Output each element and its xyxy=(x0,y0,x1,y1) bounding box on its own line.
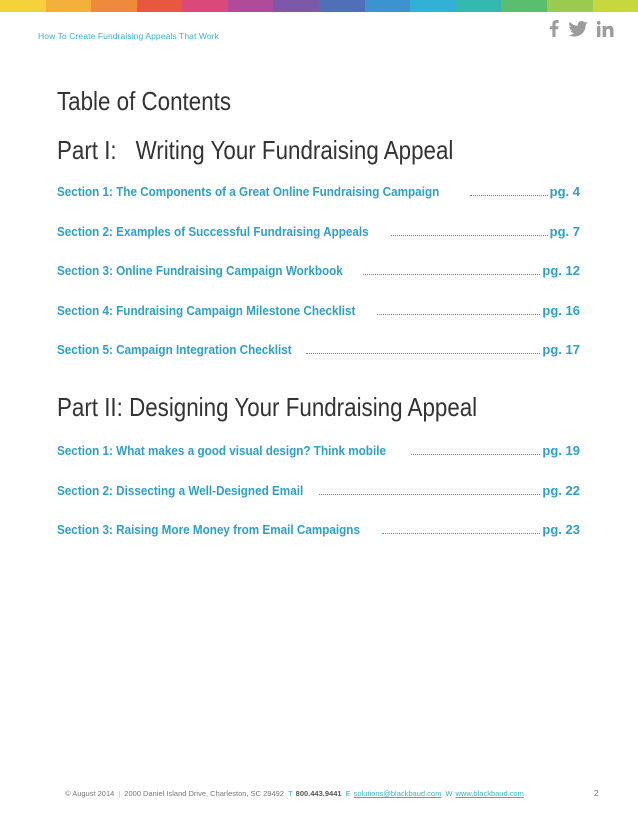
toc-entry[interactable] xyxy=(57,184,580,199)
part2-heading xyxy=(57,392,477,423)
toc-entry-text: Section 4: Fundraising Campaign Milestone Checklist xyxy=(57,302,356,318)
toc-leader-dots xyxy=(377,305,541,315)
facebook-icon[interactable] xyxy=(549,20,559,37)
toc-entry-page: pg. 7 xyxy=(549,223,580,239)
toc-entry[interactable] xyxy=(57,443,580,458)
footer-email-label: E xyxy=(345,789,351,798)
footer: © August 2014 | 2000 Daniel Island Drive, Charleston, SC 29492 T 800.443.9441 E solutions@blackbaud.com W www.blackbaud.com xyxy=(65,789,524,798)
part2-label: Part II: xyxy=(57,392,123,422)
footer-web-label: W xyxy=(445,789,453,798)
toc-entry-page: pg. 22 xyxy=(542,482,580,498)
part1-label: Part I: xyxy=(57,135,117,165)
rainbow-stripe xyxy=(91,0,137,12)
rainbow-stripe xyxy=(137,0,183,12)
toc-entry-text: Section 3: Online Fundraising Campaign Workbook xyxy=(57,263,343,278)
toc-title: Table of Contents xyxy=(57,86,232,116)
toc-entry-page: pg. 16 xyxy=(542,302,580,318)
toc-entry-page: pg. 19 xyxy=(542,443,580,458)
toc-entry-text: Section 2: Dissecting a Well-Designed Email xyxy=(57,482,304,498)
toc-entry-text: Section 2: Examples of Successful Fundraising Appeals xyxy=(57,223,369,239)
toc-entry-text: Section 1: What makes a good visual design? Think mobile xyxy=(57,443,386,458)
toc-entry-page: pg. 4 xyxy=(549,184,580,199)
social-links xyxy=(549,20,614,37)
toc-entry[interactable] xyxy=(57,483,580,498)
part1-title: Writing Your Fundraising Appeal xyxy=(135,135,454,165)
rainbow-stripe xyxy=(46,0,92,12)
rainbow-header-bar xyxy=(0,0,638,12)
document-title: How To Create Fundraising Appeals That Work xyxy=(38,31,220,41)
toc-leader-dots xyxy=(470,186,548,196)
rainbow-stripe xyxy=(319,0,365,12)
toc-entry[interactable] xyxy=(57,342,580,357)
footer-copyright: © August 2014 xyxy=(65,789,115,798)
toc-entry[interactable] xyxy=(57,303,580,318)
part1-heading xyxy=(57,135,453,166)
linkedin-icon[interactable] xyxy=(597,21,614,37)
toc-leader-dots xyxy=(382,524,541,534)
toc-leader-dots xyxy=(363,265,541,275)
footer-email-link[interactable]: solutions@blackbaud.com xyxy=(353,789,442,798)
rainbow-stripe xyxy=(456,0,502,12)
rainbow-stripe xyxy=(273,0,319,12)
toc-entry-page: pg. 12 xyxy=(542,263,580,278)
footer-phone: 800.443.9441 xyxy=(295,789,342,798)
footer-address: 2000 Daniel Island Drive, Charleston, SC 29492 xyxy=(124,789,284,798)
toc-leader-dots xyxy=(391,226,547,236)
rainbow-stripe xyxy=(365,0,411,12)
toc-entry-text: Section 1: The Components of a Great Online Fundraising Campaign xyxy=(57,184,440,199)
rainbow-stripe xyxy=(501,0,547,12)
toc-entry-page: pg. 23 xyxy=(542,522,580,537)
part2-title: Designing Your Fundraising Appeal xyxy=(129,392,478,422)
toc-entry-page: pg. 17 xyxy=(542,342,580,357)
footer-web-link[interactable]: www.blackbaud.com xyxy=(455,789,524,798)
toc-leader-dots xyxy=(411,445,541,455)
toc-entry-text: Section 5: Campaign Integration Checklist xyxy=(57,342,292,357)
toc-entry-text: Section 3: Raising More Money from Email Campaigns xyxy=(57,522,360,537)
rainbow-stripe xyxy=(410,0,456,12)
rainbow-stripe xyxy=(228,0,274,12)
toc-entry[interactable] xyxy=(57,224,580,239)
rainbow-stripe xyxy=(593,0,638,12)
toc-entry[interactable] xyxy=(57,522,580,537)
page-number: 2 xyxy=(594,788,599,798)
toc-entry[interactable] xyxy=(57,263,580,278)
rainbow-stripe xyxy=(182,0,228,12)
twitter-icon[interactable] xyxy=(568,21,588,37)
rainbow-stripe xyxy=(0,0,46,12)
toc-leader-dots xyxy=(306,344,541,354)
footer-phone-label: T xyxy=(288,789,293,798)
toc-leader-dots xyxy=(319,485,541,495)
rainbow-stripe xyxy=(547,0,593,12)
